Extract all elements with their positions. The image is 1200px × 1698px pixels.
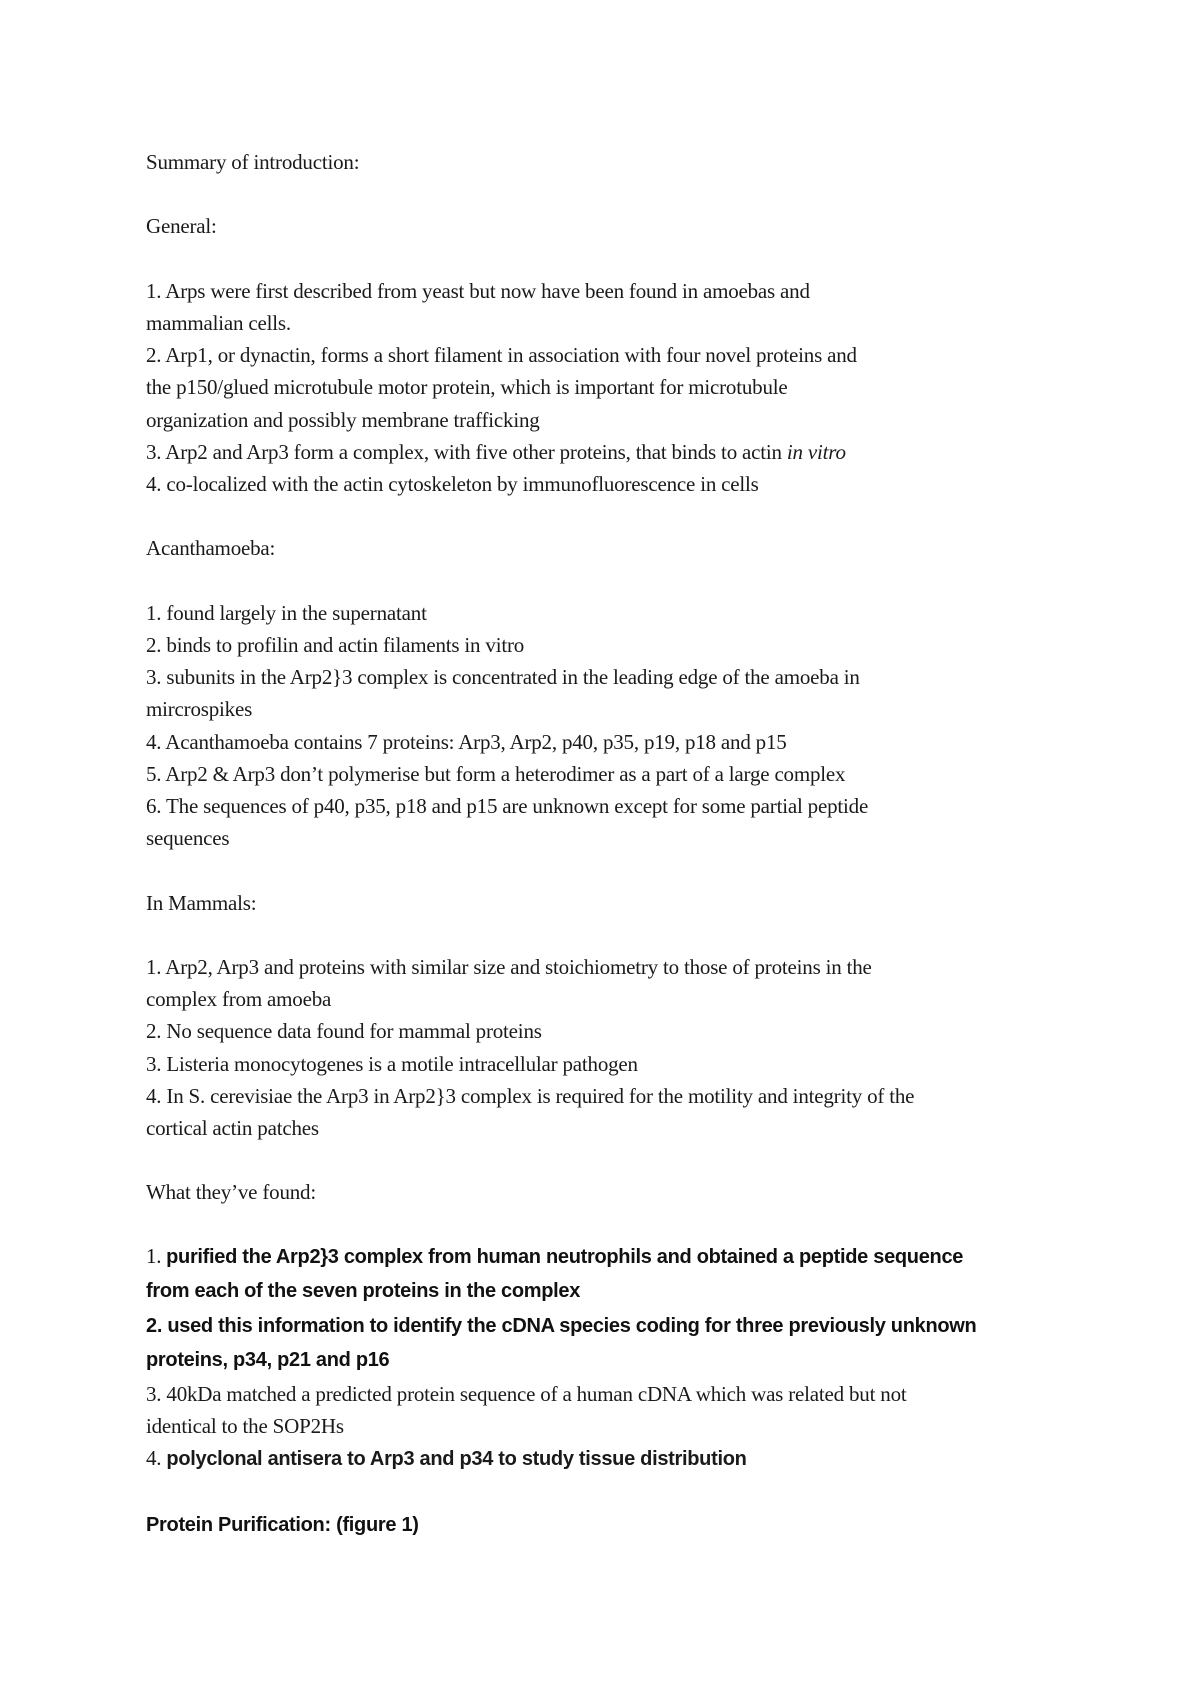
list-item-line: identical to the SOP2Hs xyxy=(146,1414,344,1439)
list-item-text: 3. Arp2 and Arp3 form a complex, with five other proteins, that binds to actin xyxy=(146,439,787,464)
section-heading-general: General: xyxy=(146,214,217,239)
spacer xyxy=(146,243,1076,275)
document-title: Summary of introduction: xyxy=(146,150,360,174)
list-item-line: the p150/glued microtubule motor protein, which is important for microtubule xyxy=(146,375,788,400)
list-item-line: 4. co-localized with the actin cytoskeleton by immunofluorescence in cells xyxy=(146,472,759,496)
list-item-line: 2. Arp1, or dynactin, forms a short filament in association with four novel proteins and xyxy=(146,343,857,368)
list-item-line: proteins, p34, p21 and p16 xyxy=(146,1349,390,1372)
list-item-line: organization and possibly membrane trafficking xyxy=(146,407,540,432)
spacer xyxy=(146,500,1076,532)
list-item-line: 5. Arp2 & Arp3 don’t polymerise but form a heterodimer as a part of a large complex xyxy=(146,761,846,786)
list-item-line: mammalian cells. xyxy=(146,310,291,335)
spacer xyxy=(146,1209,1076,1239)
list-item-line: 2. binds to profilin and actin filaments in vitro xyxy=(146,632,525,657)
list-item-line: 3. 40kDa matched a predicted protein sequence of a human cDNA which was related but not xyxy=(146,1381,907,1406)
section-heading-mammals: In Mammals: xyxy=(146,890,257,915)
list-item-line: 1. found largely in the supernatant xyxy=(146,600,427,625)
list-item-text: polyclonal antisera to Arp3 and p34 to study tissue distribution xyxy=(166,1448,747,1471)
list-item-line: from each of the seven proteins in the complex xyxy=(146,1280,581,1303)
list-item-line: 1. Arp2, Arp3 and proteins with similar size and stoichiometry to those of proteins in the xyxy=(146,954,872,979)
italic-term: in vitro xyxy=(786,439,846,464)
spacer xyxy=(146,1476,1076,1508)
section-heading-purification: Protein Purification: (figure 1) xyxy=(146,1513,419,1536)
list-item-line: 2. used this information to identify the cDNA species coding for three previously unknown xyxy=(146,1314,977,1337)
section-heading-findings: What they’ve found: xyxy=(146,1180,316,1205)
list-item-text: purified the Arp2}3 complex from human neutrophils and obtained a peptide sequence xyxy=(166,1245,964,1268)
list-number: 1. xyxy=(146,1243,167,1268)
list-item-line: mircrospikes xyxy=(146,697,253,722)
list-item-line: 6. The sequences of p40, p35, p18 and p15 are unknown except for some partial peptide xyxy=(146,794,869,818)
list-item-line: 4. In S. cerevisiae the Arp3 in Arp2}3 complex is required for the motility and integrity of the xyxy=(146,1083,915,1108)
list-item-line: complex from amoeba xyxy=(146,987,332,1012)
list-item-line xyxy=(146,436,1076,468)
spacer xyxy=(146,178,1076,210)
document-body xyxy=(146,146,1076,1542)
spacer xyxy=(146,919,1076,951)
list-item-line: 4. Acanthamoeba contains 7 proteins: Arp3, Arp2, p40, p35, p19, p18 and p15 xyxy=(146,729,787,754)
section-heading-acanthamoeba: Acanthamoeba: xyxy=(146,536,276,561)
list-item-line: 2. No sequence data found for mammal proteins xyxy=(146,1019,542,1044)
spacer xyxy=(146,565,1076,597)
list-item-line: 1. Arps were first described from yeast but now have been found in amoebas and xyxy=(146,278,810,303)
list-item-line: cortical actin patches xyxy=(146,1116,319,1140)
list-item-line: sequences xyxy=(146,826,230,851)
list-item-line: 3. Listeria monocytogenes is a motile intracellular pathogen xyxy=(146,1051,638,1076)
list-number: 4. xyxy=(146,1446,167,1471)
list-item-line xyxy=(146,1239,1076,1275)
list-item-line xyxy=(146,1442,1076,1475)
list-item-line: 3. subunits in the Arp2}3 complex is concentrated in the leading edge of the amoeba in xyxy=(146,665,860,690)
spacer xyxy=(146,1144,1076,1176)
spacer xyxy=(146,854,1076,886)
